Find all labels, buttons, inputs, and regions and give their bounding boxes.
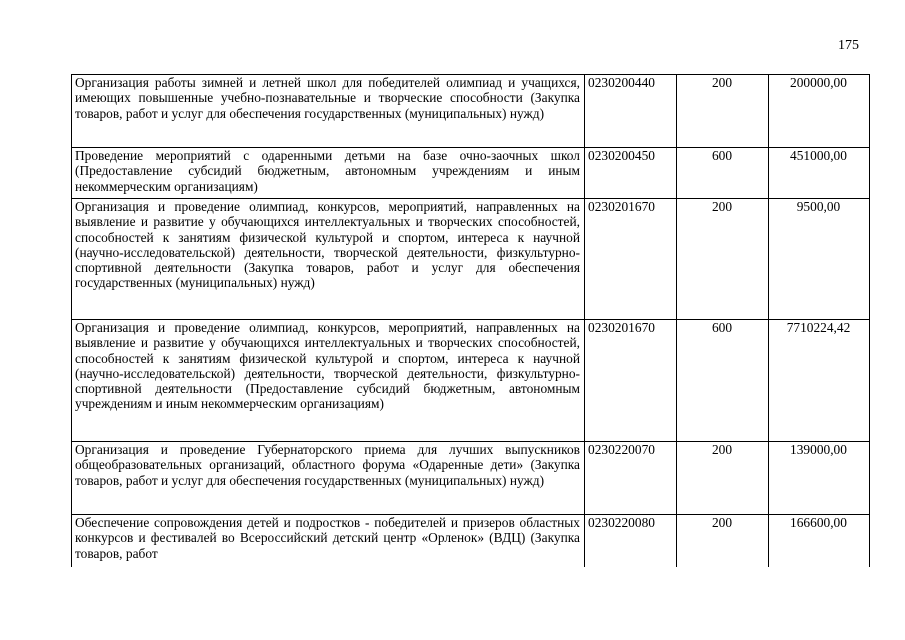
row-target-code: 0230200440 (585, 75, 677, 148)
row-target-code: 0230201670 (585, 199, 677, 320)
row-description: Организация и проведение Губернаторского приема для лучших выпускников общеобразовательных организаций, областного форума «Одаренные дети» (Закупка товаров, работ и услуг для обеспечения государственных (муниципальных) нужд) (72, 442, 585, 515)
row-amount: 166600,00 (769, 515, 870, 567)
row-expense-type: 600 (677, 320, 769, 442)
row-expense-type: 200 (677, 442, 769, 515)
row-amount: 139000,00 (769, 442, 870, 515)
budget-table (71, 74, 870, 567)
row-amount: 7710224,42 (769, 320, 870, 442)
row-description: Обеспечение сопровождения детей и подростков - победителей и призеров областных конкурсов и фестивалей во Всероссийский детский центр «Орленок» (ВДЦ) (Закупка товаров, работ (72, 515, 585, 567)
row-description: Организация и проведение олимпиад, конкурсов, мероприятий, направленных на выявление и развитие у обучающихся интеллектуальных и творческих способностей, способностей к занятиям физической культурой и спортом, интереса к научной (научно-исследовательской) деятельности, творческой деятельности, физкультурно-спортивной деятельности (Предоставление субсидий бюджетным, автономным учреждениям и иным некоммерческим организациям) (72, 320, 585, 442)
row-expense-type: 600 (677, 148, 769, 199)
row-target-code: 0230201670 (585, 320, 677, 442)
page-number: 175 (838, 38, 859, 53)
table-row (72, 442, 870, 515)
table-row (72, 199, 870, 320)
table-row (72, 320, 870, 442)
row-description: Организация работы зимней и летней школ для победителей олимпиад и учащихся, имеющих повышенные учебно-познавательные и творческие способности (Закупка товаров, работ и услуг для обеспечения государственных (муниципальных) нужд) (72, 75, 585, 148)
row-description: Организация и проведение олимпиад, конкурсов, мероприятий, направленных на выявление и развитие у обучающихся интеллектуальных и творческих способностей, способностей к занятиям физической культурой и спортом, интереса к научной (научно-исследовательской) деятельности, творческой деятельности, физкультурно-спортивной деятельности (Закупка товаров, работ и услуг для обеспечения государственных (муниципальных) нужд) (72, 199, 585, 320)
row-target-code: 0230200450 (585, 148, 677, 199)
row-expense-type: 200 (677, 75, 769, 148)
table-row (72, 75, 870, 148)
row-target-code: 0230220080 (585, 515, 677, 567)
table-row (72, 515, 870, 567)
row-description: Проведение мероприятий с одаренными детьми на базе очно-заочных школ (Предоставление субсидий бюджетным, автономным учреждениям и иным некоммерческим организациям) (72, 148, 585, 199)
row-expense-type: 200 (677, 515, 769, 567)
row-amount: 200000,00 (769, 75, 870, 148)
row-amount: 451000,00 (769, 148, 870, 199)
table-row (72, 148, 870, 199)
row-amount: 9500,00 (769, 199, 870, 320)
row-expense-type: 200 (677, 199, 769, 320)
row-target-code: 0230220070 (585, 442, 677, 515)
